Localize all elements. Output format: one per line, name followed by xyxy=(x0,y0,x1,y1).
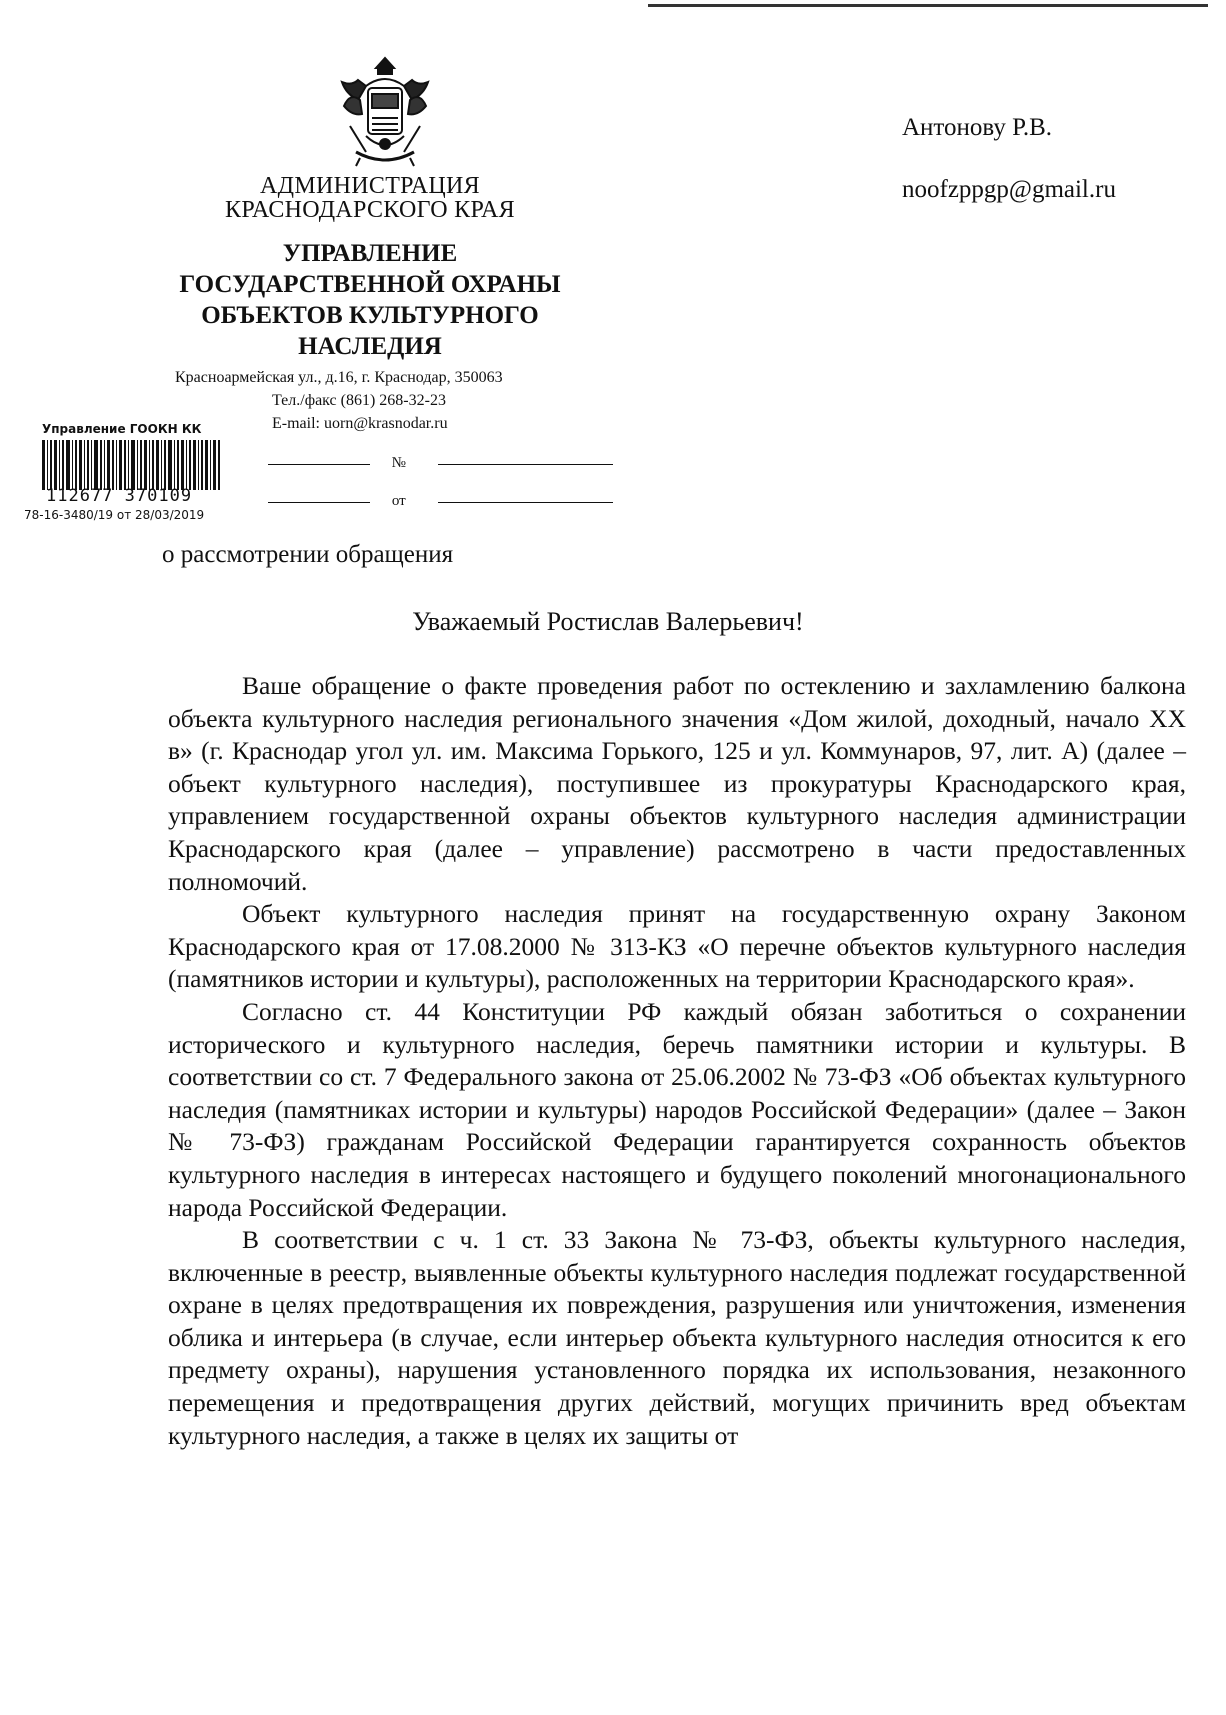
addressee-name: Антонову Р.В. xyxy=(902,114,1053,141)
outgoing-date-line xyxy=(268,493,613,510)
dept-line-4: НАСЛЕДИЯ xyxy=(298,333,442,360)
body-paragraph: Объект культурного наследия принят на государственную охрану Законом Краснодарского края от 17.08.2000 № 313-КЗ «О перечне объектов культурного наследия (памятников истории и культуры), расположенных на территории Краснодарского края». xyxy=(168,899,1186,994)
body-paragraph: Ваше обращение о факте проведения работ по остеклению и захламлению балкона объекта культурного наследия регионального значения «Дом жилой, доходный, начало XX в» (г. Краснодар угол ул. им. Максима Горького, 125 и ул. Коммунаров, 97, лит. А) (далее – объект культурного наследия), поступившее из прокуратуры Краснодарского края, управлением государственной охраны объектов культурного наследия администрации Краснодарского края (далее – управление) рассмотрено в части предоставленных полномочий. xyxy=(168,671,1186,896)
department-email: E-mail: uorn@krasnodar.ru xyxy=(272,415,448,432)
admin-line-1: АДМИНИСТРАЦИЯ xyxy=(260,173,480,199)
blank-line xyxy=(268,463,370,465)
dept-line-1: УПРАВЛЕНИЕ xyxy=(282,240,458,267)
addressee-email: noofzppgp@gmail.ru xyxy=(902,176,1116,203)
blank-line xyxy=(438,501,613,503)
addressee-block xyxy=(902,114,1116,204)
body-paragraph: В соответствии с ч. 1 ст. 33 Закона № 73-ФЗ, объекты культурного наследия, включенные в реестр, выявленные объекты культурного наследия подлежат государственной охране в целях предотвращения их повреждения, разрушения или уничтожения, изменения облика и интерьера (в случае, если интерьер объекта культурного наследия относится к его предмету охраны), нарушения установленного порядка их использования, незаконного перемещения и предотвращения других действий, могущих причинить вред объектам культурного наследия, а также в целях их защиты от xyxy=(168,1225,1186,1450)
stamp-title: Управление ГООКН КК xyxy=(42,422,202,436)
blank-line xyxy=(268,501,370,503)
blank-line xyxy=(438,463,613,465)
registration-stamp xyxy=(24,422,264,522)
letter-greeting: Уважаемый Ростислав Валерьевич! xyxy=(412,607,804,636)
letter-subject: о рассмотрении обращения xyxy=(162,541,454,568)
number-label: № xyxy=(391,455,406,471)
dept-line-3: ОБЪЕКТОВ КУЛЬТУРНОГО xyxy=(201,302,539,329)
scan-edge-line xyxy=(648,4,1208,7)
department-phone: Тел./факс (861) 268-32-23 xyxy=(272,392,446,409)
barcode-icon xyxy=(42,440,222,490)
coat-of-arms-emblem xyxy=(336,56,434,170)
body-paragraph: Согласно ст. 44 Конституции РФ каждый обязан заботиться о сохранении исторического и культурного наследия, беречь памятники истории и культуры. В соответствии со ст. 7 Федерального закона от 25.06.2002 № 73-ФЗ «Об объектах культурного наследия (памятниках истории и культуры) народов Российской Федерации» (далее – Закон № 73-ФЗ) гражданам Российской Федерации гарантируется сохранность объектов культурного наследия в интересах настоящего и будущего поколений многонационального народа Российской Федерации. xyxy=(168,996,1186,1222)
department-address: Красноармейская ул., д.16, г. Краснодар, 350063 xyxy=(175,369,503,386)
admin-line-2: КРАСНОДАРСКОГО КРАЯ xyxy=(225,197,515,223)
department-name xyxy=(160,238,580,362)
outgoing-number-line xyxy=(268,455,613,472)
date-label: от xyxy=(391,493,406,509)
stamp-registration-number: 78-16-3480/19 от 28/03/2019 xyxy=(24,508,205,522)
letter-body xyxy=(168,670,1186,1452)
administration-name xyxy=(190,174,550,222)
stamp-barcode-digits: 112677 370109 xyxy=(46,486,193,506)
dept-line-2: ГОСУДАРСТВЕННОЙ ОХРАНЫ xyxy=(179,271,561,298)
